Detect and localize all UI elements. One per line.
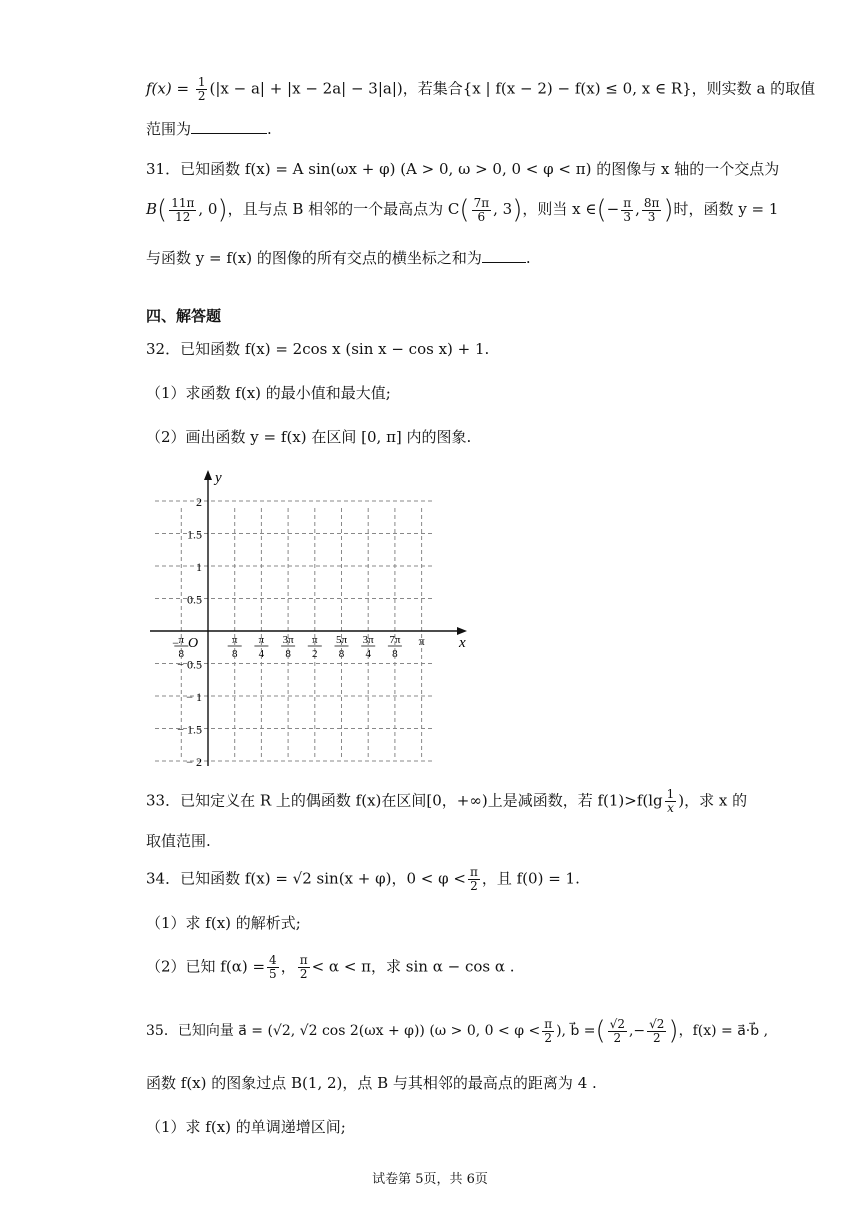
x-tick-num: π xyxy=(258,634,265,646)
x-tick-den: 8 xyxy=(178,648,185,660)
x-tick-num: 3π xyxy=(362,634,374,646)
q31-line3: 与函数 y = f(x) 的图像的所有交点的横坐标之和为 . xyxy=(146,249,531,267)
y-axis-label: y xyxy=(215,470,222,486)
q30-line2: 范围为 . xyxy=(146,120,272,138)
q33-line2: 取值范围. xyxy=(146,832,211,850)
x-tick-den: 2 xyxy=(312,648,318,660)
q35-line2: 函数 f(x) 的图象过点 B(1, 2)，点 B 与其相邻的最高点的距离为 4 . xyxy=(146,1074,597,1092)
y-axis-arrow xyxy=(204,470,212,480)
x-tick-num: 5π xyxy=(335,634,348,646)
y-tick-label: 1 xyxy=(196,560,202,574)
q31-line1 xyxy=(146,158,779,179)
x-tick-num: π xyxy=(231,634,238,646)
x-axis-arrow xyxy=(457,627,467,635)
x-tick-den: 8 xyxy=(392,648,398,660)
x-tick-den: 4 xyxy=(365,648,371,660)
q30-half: $\frac{1}{2}$ xyxy=(197,75,206,103)
q32-part1: （1）求函数 f(x) 的最小值和最大值; xyxy=(146,384,391,402)
q31-C-x: $\frac{7\pi}{6}$ xyxy=(473,195,490,224)
x-tick-minus: − xyxy=(172,636,180,650)
section-heading: 四、解答题 xyxy=(146,307,222,325)
x-tick-num: π xyxy=(312,634,318,646)
q30-fx: f(x) = xyxy=(146,79,194,98)
q31-B-x: $\frac{11\pi}{12}$ xyxy=(171,195,195,224)
y-tick-label: 2 xyxy=(196,495,202,509)
x-tick-num: 7π xyxy=(389,634,401,646)
q30-abs-expr: (|x − a| + |x − 2a| − 3|a|) xyxy=(209,79,403,98)
y-tick-label: 1.5 xyxy=(187,527,202,542)
x-tick-den: 8 xyxy=(285,648,291,660)
q32-part2: （2）画出函数 y = f(x) 在区间 [0, π] 内的图象. xyxy=(146,428,472,446)
coordinate-grid xyxy=(145,468,475,768)
q30-mid: ，若集合 xyxy=(402,79,463,98)
q30-set: {x | f(x − 2) − f(x) ≤ 0, x ∈ R} xyxy=(462,79,692,98)
q31-interval-left: $\frac{\pi}{3}$ xyxy=(623,195,632,224)
q31-answer-blank[interactable] xyxy=(482,262,526,263)
x-tick-num: π xyxy=(178,634,185,646)
q31-stem: 31．已知函数 f(x) = A sin(ωx + φ) (A > 0, ω > 0, 0 < φ < π) 的图像与 x 轴的一个交点为 xyxy=(146,160,780,178)
q34-stem: 34．已知函数 f(x) = √2 sin(x + φ)，0 < φ < $\frac{\pi}{2}$ ，且 f(0) = 1. xyxy=(146,865,580,893)
x-tick-den: 8 xyxy=(338,648,345,660)
q30-post: ，则实数 a 的取值 xyxy=(691,79,816,98)
x-tick-den: 8 xyxy=(231,648,238,660)
origin-label: O xyxy=(188,636,199,651)
q31-interval-right: $\frac{8\pi}{3}$ xyxy=(643,195,660,224)
q32-stem: 32．已知函数 f(x) = 2cos x (sin x − cos x) + 1. xyxy=(146,340,490,358)
y-tick-label: − 1.5 xyxy=(177,722,202,737)
q33-line1: 33．已知定义在 R 上的偶函数 f(x)在区间[0，+∞)上是减函数，若 f(1)>f(lg $\frac{1}{x}$ )，求 x 的 xyxy=(146,787,748,815)
x-tick-label: π xyxy=(418,634,425,648)
y-tick-label: − 1 xyxy=(186,690,202,704)
page-footer: 试卷第 5页，共 6页 xyxy=(372,1172,488,1187)
q35-part1: （1）求 f(x) 的单调递增区间; xyxy=(146,1118,346,1136)
q34-part1: （1）求 f(x) 的解析式; xyxy=(146,914,301,932)
x-axis-label: x xyxy=(459,635,466,651)
q30-range-label: 范围为 xyxy=(146,120,192,138)
y-tick-label: 0.5 xyxy=(187,592,202,607)
q35-line1: 35．已知向量 a⃗ = (√2, √2 cos 2(ωx + φ)) (ω > 0, 0 < φ < $\frac{\pi}{2}$ ), b⃗ =( $\frac{√2}{2}$ ,− $\frac{√2}{2}$ )，f(x) = a⃗·b⃗ , xyxy=(146,1016,769,1046)
x-tick-den: 4 xyxy=(258,648,265,660)
y-tick-label: − 0.5 xyxy=(177,657,202,672)
q33-frac: $\frac{1}{x}$ xyxy=(666,787,675,815)
y-tick-label: − 2 xyxy=(186,755,202,768)
q30-answer-blank[interactable] xyxy=(191,133,267,134)
q30-line1 xyxy=(146,76,815,103)
q34-part2: （2）已知 f(α) = $\frac{4}{5}$ ， $\frac{\pi}{2}$ < α < π，求 sin α − cos α . xyxy=(146,953,515,981)
x-tick-num: 3π xyxy=(282,634,294,646)
q31-line2: B( $\frac{11\pi}{12}$ , 0)，且与点 B 相邻的一个最高点为 C( $\frac{7\pi}{6}$ , 3)，则当 x ∈(− $\frac{\pi}{3}$ , $\frac{8\pi}{3}$ )时，函数 y = 1 xyxy=(146,195,779,225)
